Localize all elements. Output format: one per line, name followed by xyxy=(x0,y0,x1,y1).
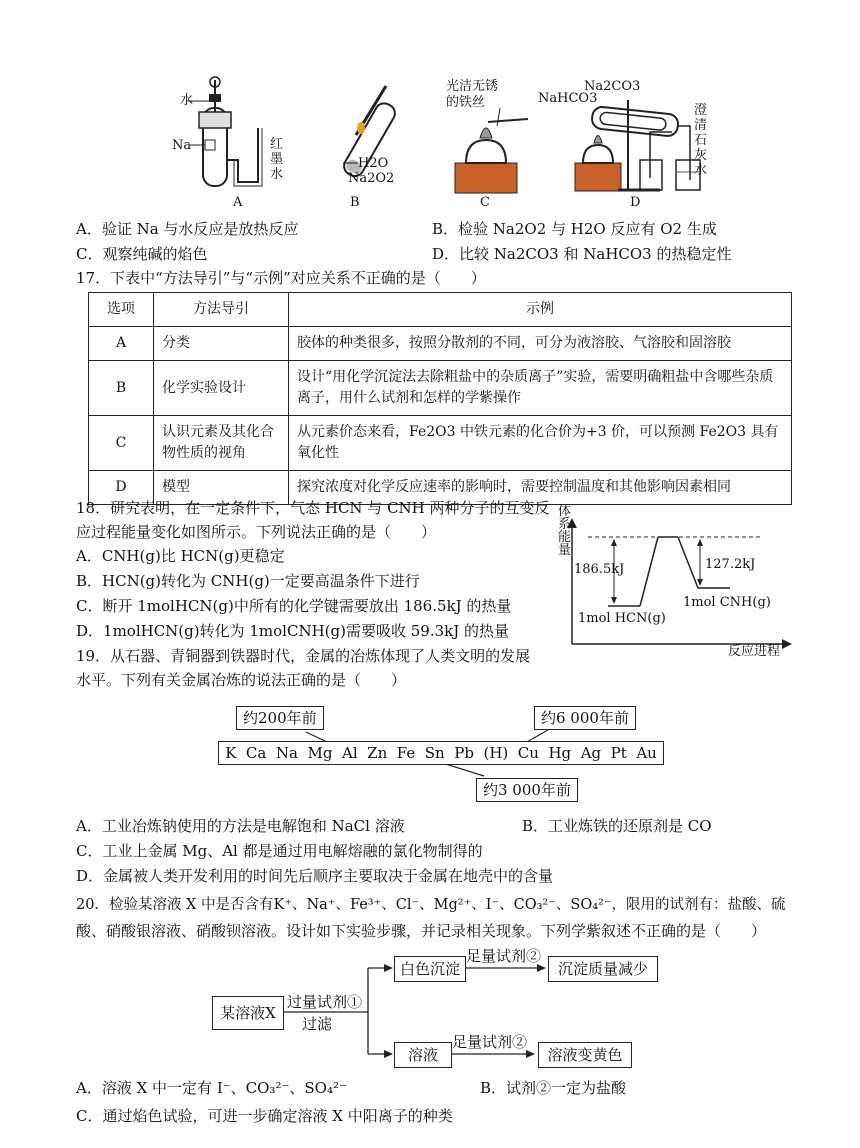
q18-option-b: B．HCN(g)转化为 CNH(g)一定要高温条件下进行 xyxy=(76,572,420,590)
row-a-option: A xyxy=(89,327,154,361)
q20-stem-1: 20．检验某溶液 X 中是否含有K⁺、Na⁺、Fe³⁺、Cl⁻、Mg²⁺、I⁻、CO₃²⁻、SO₄²⁻，限用的试剂有：盐酸、硫 xyxy=(76,897,786,913)
header-method: 方法导引 xyxy=(154,293,289,327)
flow-reagent1-label: 过量试剂① xyxy=(287,993,363,1011)
q20-option-c: C．通过焰色试验，可进一步确定溶液 X 中阳离子的种类 xyxy=(76,1107,453,1125)
label-ink-2: 墨 xyxy=(270,152,284,167)
label-wire-1: 光洁无锈 xyxy=(446,79,499,94)
figure-letter-a: A xyxy=(233,195,243,210)
row-c-example: 从元素价态来看，Fe2O3 中铁元素的化合价为+3 价，可以预测 Fe2O3 具有氧化性 xyxy=(289,416,792,471)
label-6000-years: 约6 000年前 xyxy=(534,706,636,730)
label-na: Na xyxy=(172,138,192,153)
figure-letter-d: D xyxy=(630,195,641,210)
q18-option-d: D．1molHCN(g)转化为 1molCNH(g)需要吸收 59.3kJ 的热量 xyxy=(76,622,510,640)
q20-option-a: A．溶液 X 中一定有 I⁻、CO₃²⁻、SO₄²⁻ xyxy=(76,1079,347,1097)
flow-top-result-box: 沉淀质量减少 xyxy=(548,956,658,982)
label-na2co3: Na2CO3 xyxy=(584,79,641,94)
energy-e1-label: 186.5kJ xyxy=(574,562,625,577)
row-c-method: 认识元素及其化合物性质的视角 xyxy=(154,416,289,471)
q18-option-c: C．断开 1molHCN(g)中所有的化学键需要放出 186.5kJ 的热量 xyxy=(76,597,512,615)
flow-solution-box: 溶液 xyxy=(394,1042,452,1068)
header-example: 示例 xyxy=(289,293,792,327)
q16-option-b: B．检验 Na2O2 与 H2O 反应有 O2 生成 xyxy=(432,220,717,238)
q18-option-a: A．CNH(g)比 HCN(g)更稳定 xyxy=(76,547,285,565)
energy-axis-label-3: 能 xyxy=(558,530,572,545)
label-na2o2: Na2O2 xyxy=(348,171,395,186)
row-b-option: B xyxy=(89,361,154,416)
header-option: 选项 xyxy=(89,293,154,327)
energy-e2-label: 127.2kJ xyxy=(705,557,756,572)
energy-left-state: 1mol HCN(g) xyxy=(578,611,666,626)
q18-stem-1: 18．研究表明，在一定条件下，气态 HCN 与 CNH 两种分子的互变反 xyxy=(76,499,550,517)
q19-option-b: B．工业炼铁的还原剂是 CO xyxy=(522,817,712,835)
energy-axis-label-1: 体 xyxy=(558,504,572,519)
figure-letter-c: C xyxy=(480,195,490,210)
label-limewater-2: 清 xyxy=(694,118,708,133)
flow-white-precipitate-box: 白色沉淀 xyxy=(394,956,466,982)
row-b-example: 设计“用化学沉淀法去除粗盐中的杂质离子”实验，需要明确粗盐中含哪些杂质离子，用什么试剂和怎样的学紫操作 xyxy=(289,361,792,416)
row-b-method: 化学实验设计 xyxy=(154,361,289,416)
flow-filter-label: 过滤 xyxy=(302,1015,333,1033)
flow-bottom-result-box: 溶液变黄色 xyxy=(538,1042,632,1068)
flow-reagent2-top-label: 足量试剂② xyxy=(466,947,542,965)
label-200-years: 约200年前 xyxy=(236,706,324,730)
figure-letter-b: B xyxy=(350,195,360,210)
q19-stem-1: 19．从石器、青铜器到铁器时代，金属的冶炼体现了人类文明的发展 xyxy=(76,647,531,665)
q16-option-c: C．观察纯碱的焰色 xyxy=(76,245,208,263)
energy-x-axis-label: 反应进程 xyxy=(728,644,781,659)
label-3000-years: 约3 000年前 xyxy=(476,778,578,802)
row-c-option: C xyxy=(89,416,154,471)
row-a-example: 胶体的种类很多，按照分散剂的不同，可分为液溶胶、气溶胶和固溶胶 xyxy=(289,327,792,361)
flow-reagent2-bottom-label: 足量试剂② xyxy=(452,1033,528,1051)
label-nahco3: NaHCO3 xyxy=(538,91,598,106)
label-ink-1: 红 xyxy=(270,137,284,152)
label-h2o: H2O xyxy=(358,156,389,171)
q16-option-a: A．验证 Na 与水反应是放热反应 xyxy=(76,220,299,238)
energy-axis-label-2: 系 xyxy=(558,517,572,532)
row-a-method: 分类 xyxy=(154,327,289,361)
q16-option-d: D．比较 Na2CO3 和 NaHCO3 的热稳定性 xyxy=(432,245,732,263)
label-wire-2: 的铁丝 xyxy=(446,95,486,110)
metal-activity-series: K Ca Na Mg Al Zn Fe Sn Pb (H) Cu Hg Ag Pt Au xyxy=(218,741,664,765)
energy-right-state: 1mol CNH(g) xyxy=(683,595,771,610)
q20-stem-2: 酸、硝酸银溶液、硝酸钡溶液。设计如下实验步骤，并记录相关现象。下列学紫叙述不正确的是（ ） xyxy=(76,922,767,940)
label-limewater-3: 石 xyxy=(694,133,708,148)
q19-option-d: D．金属被人类开发利用的时间先后顺序主要取决于金属在地壳中的含量 xyxy=(76,867,554,885)
q18-stem-2: 应过程能量变化如图所示。下列说法正确的是（ ） xyxy=(76,523,437,541)
q19-option-a: A．工业冶炼钠使用的方法是电解饱和 NaCl 溶液 xyxy=(76,817,405,835)
row-d-example: 探究浓度对化学反应速率的影响时，需要控制温度和其他影响因素相同 xyxy=(289,471,792,505)
label-limewater-4: 灰 xyxy=(694,148,708,163)
label-ink-3: 水 xyxy=(270,167,284,182)
label-limewater-5: 水 xyxy=(694,163,708,178)
q17-stem: 17．下表中“方法导引”与“示例”对应关系不正确的是（ ） xyxy=(76,269,486,287)
q19-stem-2: 水平。下列有关金属冶炼的说法正确的是（ ） xyxy=(76,671,407,689)
q20-option-b: B．试剂②一定为盐酸 xyxy=(480,1079,627,1097)
row-d-method: 模型 xyxy=(154,471,289,505)
label-water: 水 xyxy=(180,93,194,108)
q19-option-c: C．工业上金属 Mg、Al 都是通过用电解熔融的氯化物制得的 xyxy=(76,842,483,860)
flow-start-box: 某溶液X xyxy=(212,996,284,1030)
energy-axis-label-4: 量 xyxy=(558,543,572,558)
row-d-option: D xyxy=(89,471,154,505)
label-limewater-1: 澄 xyxy=(694,103,708,118)
